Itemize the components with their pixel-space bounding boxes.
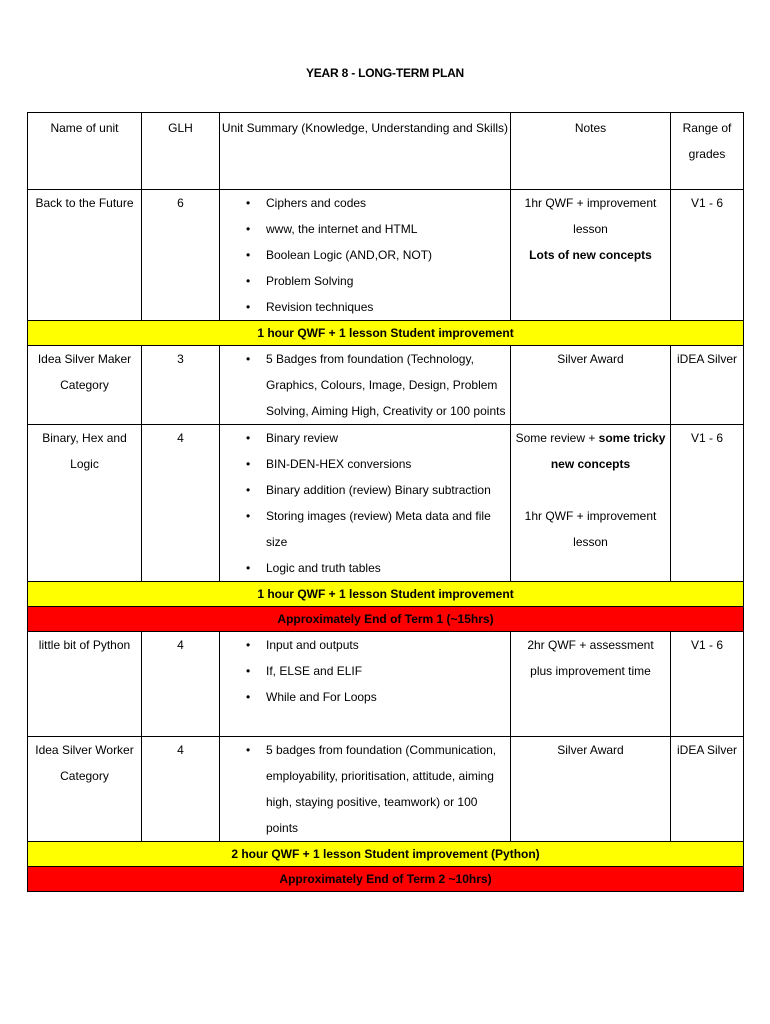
unit-name-cell: Idea Silver Worker Category: [28, 737, 142, 842]
header-range-of-grades: Range of grades: [671, 113, 744, 190]
long-term-plan-table: [27, 112, 744, 892]
list-item: • www, the internet and HTML: [246, 216, 510, 242]
list-item: • Input and outputs: [246, 632, 510, 658]
glh-cell: 3: [142, 346, 220, 425]
list-item: • Binary addition (review) Binary subtraction: [246, 477, 510, 503]
notes-cell: [511, 425, 671, 582]
improvement-band: 1 hour QWF + 1 lesson Student improvement: [28, 582, 744, 607]
header-notes: Notes: [511, 113, 671, 190]
table-row: [28, 632, 744, 737]
table-row: [28, 190, 744, 321]
glh-cell: 4: [142, 632, 220, 737]
note-text: 1hr QWF + improvement lesson: [524, 196, 657, 236]
summary-list: [220, 346, 510, 424]
notes-cell: 2hr QWF + assessment plus improvement time: [511, 632, 671, 737]
grades-cell: V1 - 6: [671, 632, 744, 737]
grades-cell: iDEA Silver: [671, 346, 744, 425]
list-item: • 5 badges from foundation (Communication, employability, prioritisation, attitude, aiming high, staying positive, teamwork) or 100 points: [246, 737, 510, 841]
band-row: [28, 842, 744, 867]
note-text: [511, 425, 670, 477]
list-item: • Revision techniques: [246, 294, 510, 320]
notes-cell: Silver Award: [511, 737, 671, 842]
grades-cell: V1 - 6: [671, 425, 744, 582]
band-row: [28, 321, 744, 346]
list-item: • Logic and truth tables: [246, 555, 510, 581]
header-unit-summary: Unit Summary (Knowledge, Understanding and Skills): [220, 113, 511, 190]
end-of-term-band: Approximately End of Term 2 ~10hrs): [28, 867, 744, 892]
grades-cell: V1 - 6: [671, 190, 744, 321]
summary-cell: [220, 737, 511, 842]
end-of-term-band: Approximately End of Term 1 (~15hrs): [28, 607, 744, 632]
list-item: • 5 Badges from foundation (Technology, Graphics, Colours, Image, Design, Problem Solving, Aiming High, Creativity or 100 points: [246, 346, 510, 424]
header-name-of-unit: Name of unit: [28, 113, 142, 190]
band-row: [28, 867, 744, 892]
unit-name-cell: Idea Silver Maker Category: [28, 346, 142, 425]
summary-cell: [220, 190, 511, 321]
unit-name-cell: little bit of Python: [28, 632, 142, 737]
band-row: [28, 582, 744, 607]
summary-list: [220, 425, 510, 581]
document-title: YEAR 8 - LONG-TERM PLAN: [305, 66, 465, 80]
unit-name-cell: Back to the Future: [28, 190, 142, 321]
list-item: • Problem Solving: [246, 268, 510, 294]
note-text: Lots of new concepts: [529, 248, 652, 262]
summary-cell: [220, 346, 511, 425]
grades-cell: iDEA Silver: [671, 737, 744, 842]
improvement-band: 1 hour QWF + 1 lesson Student improvement: [28, 321, 744, 346]
list-item: • Boolean Logic (AND,OR, NOT): [246, 242, 510, 268]
table-header-row: [28, 113, 744, 190]
glh-cell: 4: [142, 737, 220, 842]
note-text: 1hr QWF + improvement lesson: [524, 509, 657, 549]
list-item: • While and For Loops: [246, 684, 510, 710]
summary-list: [220, 737, 510, 841]
note-spacer: [511, 477, 670, 503]
table-row: [28, 425, 744, 582]
band-row: [28, 607, 744, 632]
table-row: [28, 346, 744, 425]
list-item: • If, ELSE and ELIF: [246, 658, 510, 684]
summary-cell: [220, 425, 511, 582]
table-row: [28, 737, 744, 842]
glh-cell: 4: [142, 425, 220, 582]
notes-cell: [511, 190, 671, 321]
unit-name-cell: Binary, Hex and Logic: [28, 425, 142, 582]
summary-cell: [220, 632, 511, 737]
note-text-bold: some tricky new concepts: [550, 431, 666, 471]
list-item: • Binary review: [246, 425, 510, 451]
notes-cell: Silver Award: [511, 346, 671, 425]
list-item: • BIN-DEN-HEX conversions: [246, 451, 510, 477]
glh-cell: 6: [142, 190, 220, 321]
improvement-band: 2 hour QWF + 1 lesson Student improvement (Python): [28, 842, 744, 867]
summary-list: [220, 190, 510, 320]
list-item: • Ciphers and codes: [246, 190, 510, 216]
note-text-plain: Some review +: [515, 431, 599, 445]
header-glh: GLH: [142, 113, 220, 190]
summary-list: [220, 632, 510, 710]
list-item: • Storing images (review) Meta data and file size: [246, 503, 510, 555]
